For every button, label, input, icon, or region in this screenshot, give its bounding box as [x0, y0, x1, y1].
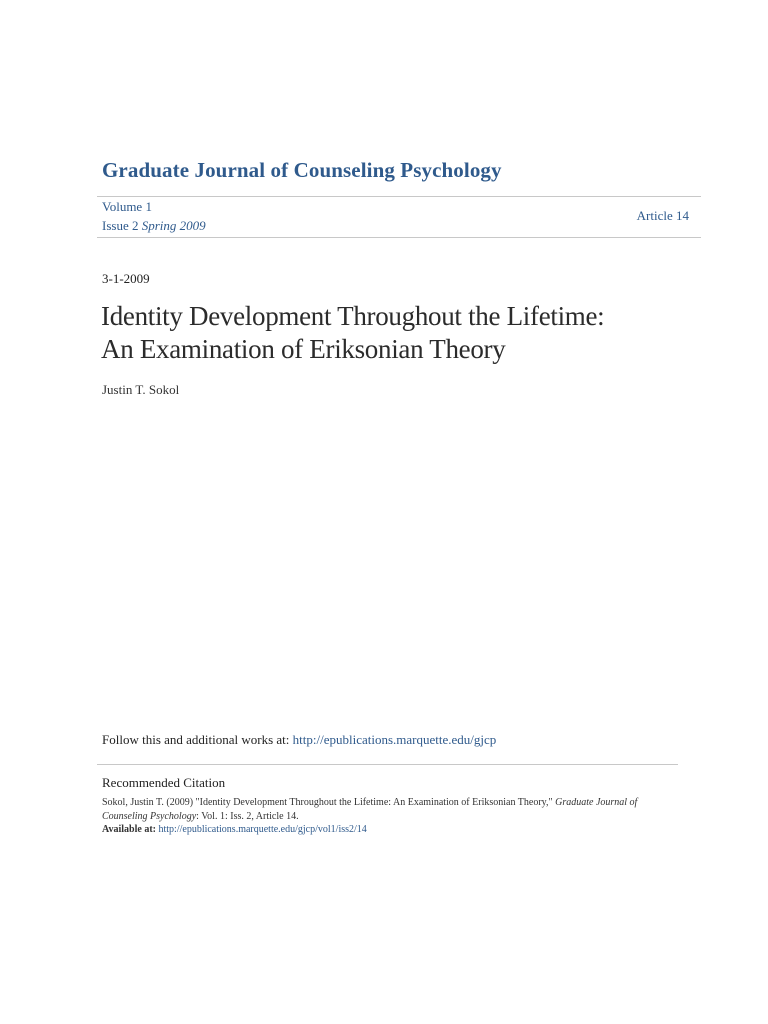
recommended-citation-heading: Recommended Citation [102, 775, 226, 790]
issue-season[interactable]: Spring 2009 [141, 218, 206, 233]
issue-link[interactable]: Issue 2 [102, 218, 139, 233]
citation-block [102, 796, 682, 837]
citation-journal-name: Graduate Journal of Counseling Psychology [102, 797, 638, 822]
citation-text-part2: : Vol. 1: Iss. 2, Article 14. [196, 810, 299, 822]
issue-line[interactable] [102, 218, 206, 234]
header-top-divider [97, 196, 701, 197]
header-bottom-divider [97, 237, 701, 238]
citation-divider [97, 764, 678, 765]
author-name: Justin T. Sokol [102, 382, 180, 397]
article-title [101, 300, 701, 366]
journal-title-link[interactable]: Graduate Journal of Counseling Psychology [102, 158, 502, 182]
volume-link[interactable]: Volume 1 [102, 199, 152, 214]
available-at-url-link[interactable]: http://epublications.marquette.edu/gjcp/vol1/iss2/14 [158, 824, 367, 835]
available-at-label: Available at: [102, 824, 156, 835]
citation-text-part1: Sokol, Justin T. (2009) "Identity Development Throughout the Lifetime: An Examination of Eriksonian Theory," [102, 797, 556, 808]
article-number-link[interactable]: Article 14 [636, 208, 689, 223]
article-title-line-1: Identity Development Throughout the Lifetime: [101, 301, 605, 331]
publication-date: 3-1-2009 [102, 271, 150, 286]
article-title-line-2: An Examination of Eriksonian Theory [101, 334, 506, 364]
follow-label: Follow this and additional works at: [102, 732, 290, 747]
follow-line [102, 732, 496, 748]
follow-url-link[interactable]: http://epublications.marquette.edu/gjcp [292, 732, 497, 747]
